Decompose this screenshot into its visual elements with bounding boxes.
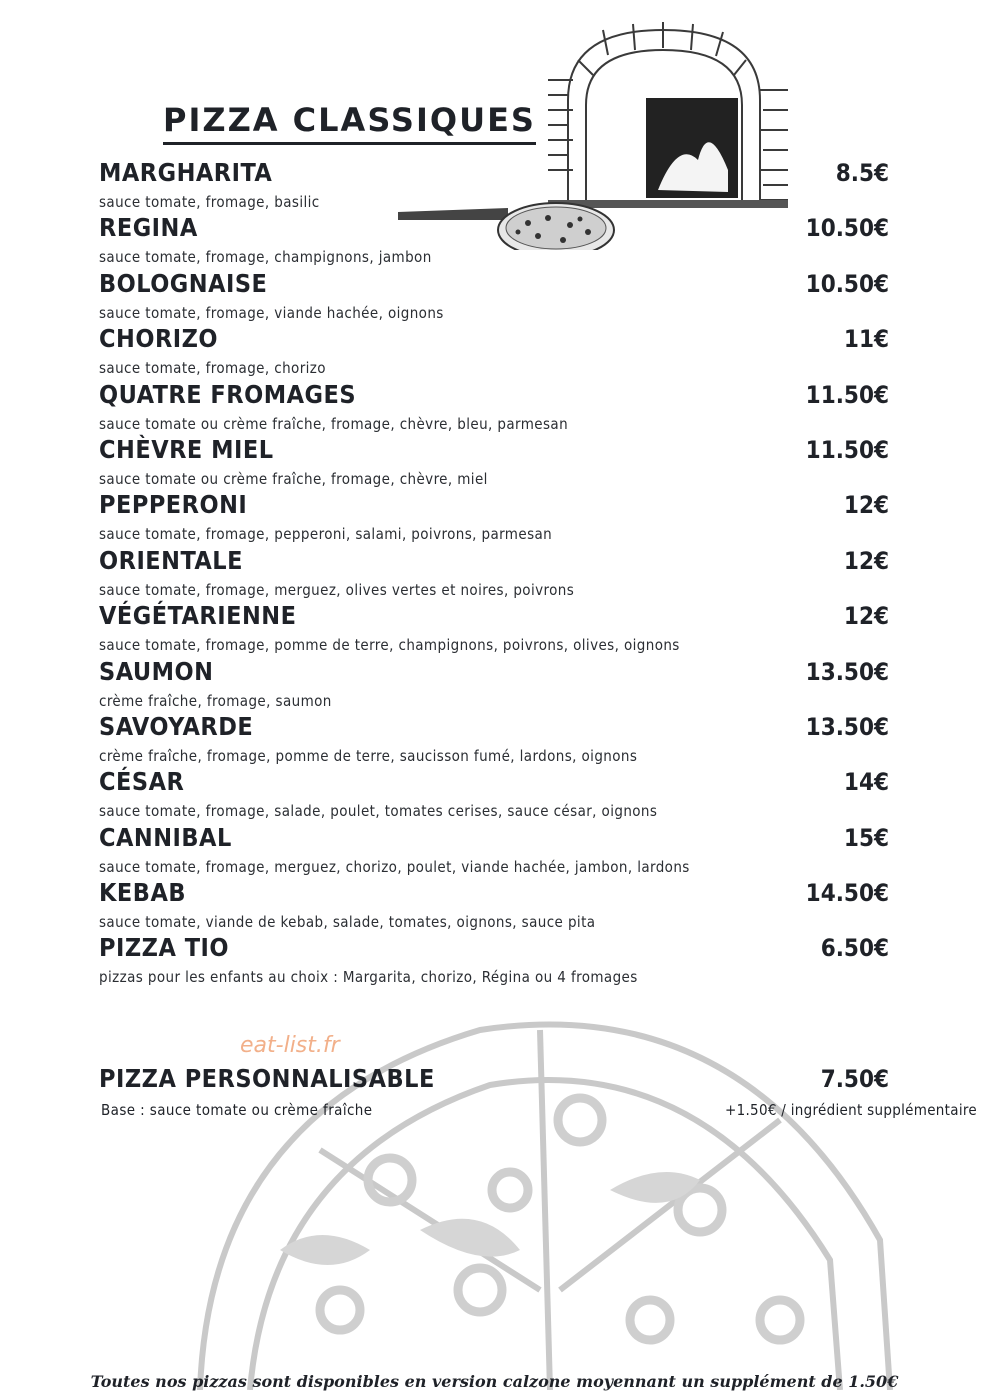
menu-section-title: PIZZA CLASSIQUES xyxy=(163,100,536,145)
calzone-footer-note: Toutes nos pizzas sont disponibles en version calzone moyennant un supplément de 1.50€ xyxy=(90,1372,899,1391)
menu-item-description: crème fraîche, fromage, pomme de terre, saucisson fumé, lardons, oignons xyxy=(99,746,638,765)
menu-item-kebab xyxy=(99,878,889,933)
menu-item-description: sauce tomate, viande de kebab, salade, tomates, oignons, sauce pita xyxy=(99,913,596,932)
menu-item-price: 11.50€ xyxy=(805,380,889,409)
menu-item-pizza-tio xyxy=(99,933,889,988)
menu-item-price: 13.50€ xyxy=(805,712,889,741)
menu-item-margharita xyxy=(99,158,889,213)
menu-item-description: sauce tomate, fromage, pomme de terre, champignons, poivrons, olives, oignons xyxy=(99,636,680,655)
menu-item-price: 12€ xyxy=(843,491,889,520)
menu-item-chevre-miel xyxy=(99,435,889,490)
menu-item-price: 11€ xyxy=(843,325,889,354)
menu-item-name: PIZZA TIO xyxy=(99,933,230,963)
menu-item-name: CÉSAR xyxy=(99,767,185,797)
menu-item-name: CANNIBAL xyxy=(99,822,232,852)
menu-item-quatre-fromages xyxy=(99,380,889,435)
menu-item-description: sauce tomate ou crème fraîche, fromage, chèvre, miel xyxy=(99,469,488,488)
menu-item-pepperoni xyxy=(99,490,889,545)
menu-item-name: KEBAB xyxy=(99,878,186,908)
menu-item-price: 14€ xyxy=(843,768,889,797)
menu-item-name: SAVOYARDE xyxy=(99,711,254,741)
menu-item-description: sauce tomate, fromage, pepperoni, salami, poivrons, parmesan xyxy=(99,525,553,544)
menu-item-name: PEPPERONI xyxy=(99,490,248,520)
menu-item-name: REGINA xyxy=(99,213,198,243)
menu-item-name: MARGHARITA xyxy=(99,158,273,187)
menu-item-description: sauce tomate, fromage, basilic xyxy=(99,193,320,211)
menu-item-description: sauce tomate ou crème fraîche, fromage, chèvre, bleu, parmesan xyxy=(99,414,569,433)
menu-item-name: CHÈVRE MIEL xyxy=(99,434,274,464)
menu-item-price: 11.50€ xyxy=(805,435,889,464)
menu-item-name: BOLOGNAISE xyxy=(99,268,268,298)
menu-item-cannibal xyxy=(99,823,889,878)
menu-item-price: 8.5€ xyxy=(835,159,889,187)
menu-item-description: pizzas pour les enfants au choix : Margarita, chorizo, Régina ou 4 fromages xyxy=(99,968,638,987)
menu-item-price: 10.50€ xyxy=(805,214,889,243)
custom-pizza-price: 7.50€ xyxy=(820,1065,889,1093)
menu-item-bolognaise xyxy=(99,269,889,324)
menu-item-savoyarde xyxy=(99,712,889,767)
menu-item-name: QUATRE FROMAGES xyxy=(99,379,357,409)
menu-item-description: sauce tomate, fromage, merguez, olives vertes et noires, poivrons xyxy=(99,580,575,599)
menu-item-price: 13.50€ xyxy=(805,657,889,686)
menu-item-price: 6.50€ xyxy=(820,934,889,963)
menu-item-price: 15€ xyxy=(843,823,889,852)
menu-item-name: VÉGÉTARIENNE xyxy=(99,601,297,631)
menu-item-regina xyxy=(99,213,889,268)
watermark-text: eat-list.fr xyxy=(240,1033,340,1058)
menu-item-chorizo xyxy=(99,324,889,379)
menu-item-vegetarienne xyxy=(99,601,889,656)
menu-item-description: sauce tomate, fromage, viande hachée, oignons xyxy=(99,303,444,322)
menu-item-price: 14.50€ xyxy=(805,879,889,908)
menu-item-description: sauce tomate, fromage, salade, poulet, tomates cerises, sauce césar, oignons xyxy=(99,802,658,821)
menu-item-name: ORIENTALE xyxy=(99,545,244,575)
menu-item-price: 10.50€ xyxy=(805,269,889,298)
menu-item-description: sauce tomate, fromage, champignons, jambon xyxy=(99,248,432,267)
menu-item-saumon xyxy=(99,657,889,712)
pizza-menu-list xyxy=(99,158,889,989)
custom-pizza-base: Base : sauce tomate ou crème fraîche xyxy=(101,1101,373,1119)
menu-item-description: sauce tomate, fromage, merguez, chorizo, poulet, viande hachée, jambon, lardons xyxy=(99,857,690,876)
menu-item-orientale xyxy=(99,546,889,601)
menu-item-name: SAUMON xyxy=(99,656,214,686)
menu-item-description: crème fraîche, fromage, saumon xyxy=(99,691,332,710)
custom-pizza-name: PIZZA PERSONNALISABLE xyxy=(99,1064,435,1093)
menu-item-price: 12€ xyxy=(843,602,889,631)
custom-pizza-extra-note: +1.50€ / ingrédient supplémentaire xyxy=(724,1101,977,1119)
menu-item-price: 12€ xyxy=(843,546,889,575)
menu-item-name: CHORIZO xyxy=(99,324,219,354)
menu-item-cesar xyxy=(99,767,889,822)
menu-item-description: sauce tomate, fromage, chorizo xyxy=(99,359,326,378)
